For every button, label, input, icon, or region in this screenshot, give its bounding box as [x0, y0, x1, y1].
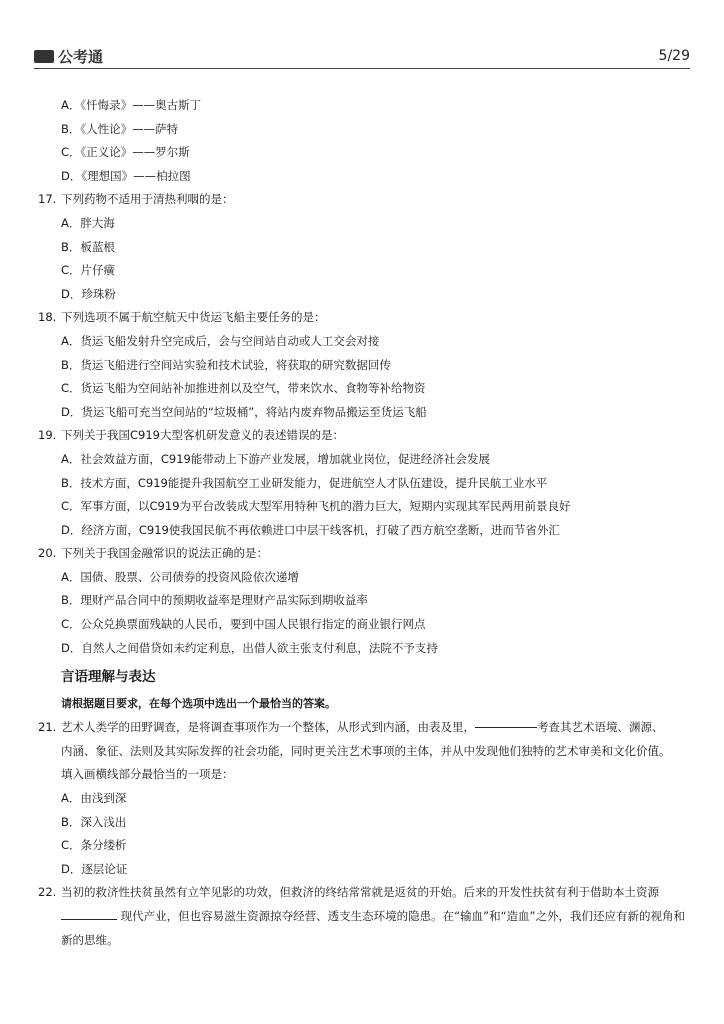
q20-option-d: D．自然人之间借贷如未约定利息，出借人欲主张支付利息，法院不予支持 — [61, 640, 438, 655]
q19-option-b: B．技术方面，C919能提升我国航空工业研发能力，促进航空人才队伍建设，提升民航工业水平 — [61, 475, 548, 490]
q22-text-line1: 当初的救济性扶贫虽然有立竿见影的功效，但救济的终结常常就是返贫的开始。后来的开发性扶贫有利于借助本土资源 — [61, 885, 659, 900]
q20-option-a: A．国债、股票、公司债券的投资风险依次递增 — [61, 569, 299, 584]
q17-stem — [38, 188, 694, 212]
q18-option-c: C．货运飞船为空间站补加推进剂以及空气，带来饮水、食物等补给物资 — [61, 381, 426, 396]
brand-name: 公考通 — [58, 48, 104, 66]
q19-option-a: A．社会效益方面，C919能带动上下游产业发展，增加就业岗位，促进经济社会发展 — [61, 451, 490, 466]
q20-stem — [38, 542, 694, 566]
q18-text: 下列选项不属于航空航天中货运飞船主要任务的是： — [61, 310, 326, 325]
q18-option-a: A．货运飞船发射升空完成后，会与空间站自动或人工交会对接 — [61, 333, 380, 348]
q20-number: 20. — [38, 546, 57, 561]
q22-blank — [61, 908, 117, 920]
q20-option-c: C．公众兑换票面残缺的人民币，要到中国人民银行指定的商业银行网点 — [61, 617, 426, 632]
section-instruction: 请根据题目要求，在每个选项中选出一个最恰当的答案。 — [61, 697, 336, 711]
q17-option-a: A．胖大海 — [61, 215, 115, 230]
q20-option-b: B．理财产品合同中的预期收益率是理财产品实际到期收益率 — [61, 593, 368, 608]
q19-text: 下列关于我国C919大型客机研发意义的表述错误的是： — [61, 428, 344, 443]
q21-blank — [475, 716, 537, 728]
q16-option-b: B．《人性论》——萨特 — [61, 121, 179, 136]
q21-stem — [38, 716, 694, 740]
q18-option-b: B．货运飞船进行空间站实验和技术试验，将获取的研究数据回传 — [61, 357, 391, 372]
q19-number: 19. — [38, 428, 57, 443]
q22-stem — [38, 881, 694, 905]
q19-option-d: D．经济方面，C919使我国民航不再依赖进口中层干线客机，打破了西方航空垄断，进而节省外汇 — [61, 522, 560, 537]
q21-stem-line3: 填入画横线部分最恰当的一项是： — [61, 767, 234, 782]
q21-number: 21. — [38, 720, 57, 735]
q18-stem — [38, 306, 694, 330]
q21-text-after: 考查其艺术语境、渊源、 — [537, 720, 664, 735]
page-number: 5/29 — [658, 48, 690, 64]
q19-stem — [38, 424, 694, 448]
q16-option-c: C．《正义论》——罗尔斯 — [61, 145, 190, 160]
page-header — [34, 40, 690, 69]
brand-logo — [34, 46, 103, 67]
q21-option-d: D．逐层论证 — [61, 861, 128, 876]
q17-text: 下列药物不适用于清热利咽的是： — [61, 192, 234, 207]
q22-number: 22. — [38, 885, 57, 900]
q21-option-a: A．由浅到深 — [61, 791, 127, 806]
q17-number: 17. — [38, 192, 57, 207]
q17-option-c: C．片仔癀 — [61, 263, 116, 278]
q21-option-b: B．深入浅出 — [61, 814, 127, 829]
q19-option-c: C．军事方面，以C919为平台改装成大型军用特种飞机的潜力巨大，短期内实现其军民两用前景良好 — [61, 499, 571, 514]
q17-option-d: D．珍珠粉 — [61, 286, 116, 301]
q18-option-d: D．货运飞船可充当空间站的“垃圾桶”，将站内废弃物品搬运至货运飞船 — [61, 404, 427, 419]
q22-stem-line3: 新的思维。 — [61, 932, 119, 947]
q16-option-d: D．《理想国》——柏拉图 — [61, 168, 191, 183]
q21-option-c: C．条分缕析 — [61, 838, 127, 853]
q21-stem-line2: 内涵、象征、法则及其实际发挥的社会功能，同时更关注艺术事项的主体，并从中发现他们独特的艺术审美和文化价值。 — [61, 743, 671, 758]
logo-badge-icon — [34, 50, 54, 63]
q22-text-line2: 现代产业，但也容易滋生资源掠夺经营、透支生态环境的隐患。在“输血”和“造血”之外，我们还应有新的视角和 — [120, 909, 685, 923]
q17-option-b: B．板蓝根 — [61, 239, 115, 254]
q20-text: 下列关于我国金融常识的说法正确的是： — [61, 546, 268, 561]
document-body — [38, 94, 694, 952]
q21-text-before: 艺术人类学的田野调查，是将调查事项作为一个整体，从形式到内涵，由表及里， — [61, 720, 475, 735]
q18-number: 18. — [38, 310, 57, 325]
section-title: 言语理解与表达 — [61, 669, 156, 686]
q22-stem-line2 — [38, 905, 694, 929]
q16-option-a: A．《忏悔录》——奥古斯丁 — [61, 98, 202, 112]
